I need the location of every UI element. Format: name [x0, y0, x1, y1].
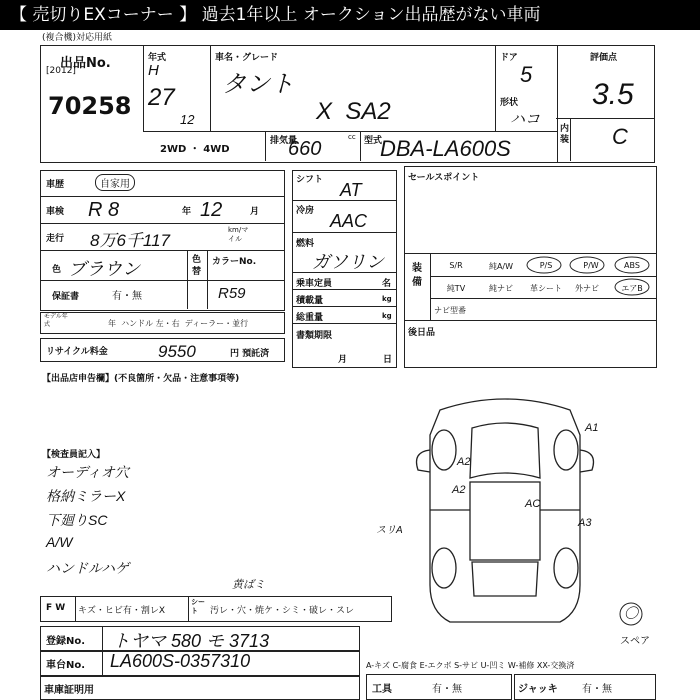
tools-label: 工具 [372, 684, 392, 695]
equip-navi: 純ナビ [489, 284, 513, 293]
shift-label: シフト [296, 175, 324, 185]
model-code-value: DBA-LA600S [380, 136, 511, 161]
circle-abs [615, 257, 649, 273]
model-row-label: モデル年式 [44, 313, 68, 328]
jack-options: 有・無 [582, 684, 612, 695]
fuel-value: ガソリン [312, 252, 384, 272]
model-row-items: 年 ハンドル 左・右 ディーラー・並行 [108, 319, 249, 328]
color-label: 色 [52, 265, 62, 275]
later-label: 後日品 [408, 328, 436, 338]
equip-leather: 革シート [530, 284, 562, 293]
equipment-label: 装備 [412, 263, 422, 288]
circle-pw [570, 257, 604, 273]
seat-items: 汚レ・穴・焼ケ・シミ・破レ・スレ [210, 606, 355, 616]
displacement-unit: cc [348, 133, 356, 141]
load-label: 積載量 [296, 296, 324, 306]
damage-mark-5: A3 [578, 517, 592, 529]
spare-label: スペア [620, 636, 650, 647]
load-unit: kg [382, 295, 392, 303]
tools-options: 有・無 [432, 684, 462, 695]
shift-value: AT [340, 180, 362, 200]
color-no-value: R59 [218, 285, 246, 302]
displacement-label: 排気量 [270, 136, 298, 146]
equip-pw: P/W [583, 261, 599, 270]
chassis-label: 車台No. [46, 660, 86, 671]
model-year-label: 年式 [148, 53, 167, 63]
history-value: 自家用 [95, 174, 135, 191]
gross-label: 総重量 [296, 313, 324, 323]
history-label: 車歴 [46, 180, 65, 190]
score-label: 評価点 [590, 53, 618, 63]
equip-sr: S/R [449, 261, 463, 270]
seat-label: シート [191, 598, 205, 615]
damage-mark-4: AC [525, 498, 541, 510]
equip-awheel: 純A/W [488, 262, 514, 271]
car-grade-value: X SA2 [316, 98, 391, 125]
mileage-label: 走行 [46, 234, 65, 244]
color-value: ブラウン [68, 259, 140, 279]
circle-airbag [615, 279, 649, 295]
mileage-value: 8万6千117 [90, 231, 171, 250]
inspector-note-4: A/W [46, 534, 73, 550]
interior-label: 内装 [560, 124, 570, 145]
mileage-unit: km/マイル [228, 226, 249, 243]
side-note: スリA [376, 525, 403, 536]
car-windshield [470, 423, 540, 478]
equip-ext-navi: 外ナビ [575, 284, 599, 293]
color-no-label: カラーNo. [212, 257, 257, 267]
chassis-value: LA600S-0357310 [110, 651, 251, 671]
score-value: 3.5 [592, 78, 634, 111]
circle-ps [527, 257, 561, 273]
seat-note: 黄ばミ [232, 579, 265, 591]
capacity-unit: 名 [382, 279, 392, 289]
car-name-value: タント [222, 71, 294, 98]
recycle-unit: 円 預託済 [230, 349, 270, 359]
wheel-rear-right [554, 548, 578, 588]
registration-label: 登録No. [46, 636, 86, 647]
inspector-note-1: オーディオ穴 [46, 464, 129, 480]
wheel-front-right [554, 430, 578, 470]
registration-value: トヤマ 580 モ 3713 [112, 631, 270, 651]
gross-unit: kg [382, 312, 392, 320]
inspection-year-label: 年 [182, 207, 192, 217]
expiry-unit: 月 [338, 355, 348, 365]
inspector-note-2: 格納ミラーX [46, 488, 126, 504]
equip-tv: 純TV [446, 284, 466, 293]
drive-label: 2WD ・ 4WD [160, 144, 230, 155]
car-name-label: 車名・グレード [215, 53, 279, 63]
car-roof [470, 482, 540, 560]
fuel-label: 燃料 [296, 239, 315, 249]
inspection-label: 車検 [46, 207, 65, 217]
fw-items: キズ・ヒビ有・割レX [78, 606, 165, 616]
expiry-unit2: 日 [383, 355, 393, 365]
spare-mark: 〇 [624, 605, 638, 621]
wheel-rear-left [432, 548, 456, 588]
equipment-circles [404, 253, 656, 320]
model-code-label: 型式 [364, 136, 383, 146]
inspection-month: 12 [200, 199, 223, 221]
aircon-value: AAC [330, 211, 368, 231]
car-mirror-left [417, 450, 431, 472]
form-subtitle: (複合機)対応用紙 [42, 33, 113, 43]
usage-label: 車庫証明用 [44, 685, 94, 696]
inspector-notes-label: 【検査員記入】 [42, 450, 106, 460]
doors-label: ドア [500, 53, 518, 63]
damage-legend: A-キズ C-腐食 E-エクボ S-サビ U-凹ミ W-補修 XX-交換済 [366, 661, 575, 670]
car-mirror-right [580, 450, 594, 472]
doors-value: 5 [520, 62, 533, 87]
damage-mark-3: A2 [452, 484, 466, 496]
warranty-options: 有・無 [112, 291, 142, 302]
model-year-year: 27 [148, 84, 175, 111]
inspection-month-label: 月 [250, 207, 260, 217]
recycle-value: 9550 [158, 342, 196, 361]
shape-value: ハコ [510, 111, 541, 128]
damage-mark-2: A2 [457, 456, 471, 468]
inspector-note-3: 下廻りSC [46, 512, 108, 528]
model-year-month: 12 [180, 112, 195, 127]
equip-ps: P/S [539, 261, 553, 270]
aircon-label: 冷房 [296, 206, 315, 216]
equip-abs: ABS [624, 261, 640, 270]
shape-label: 形状 [500, 98, 519, 108]
color-change-label: 色替 [192, 255, 202, 277]
damage-mark-1: A1 [585, 422, 599, 434]
displacement-value: 660 [288, 138, 322, 160]
lot-number: 70258 [48, 92, 132, 120]
inspection-value: R 8 [88, 199, 120, 221]
equip-airbag: エアB [621, 284, 643, 293]
sales-point-label: セールスポイント [408, 173, 480, 183]
car-diagram [410, 390, 600, 630]
interior-value: C [612, 124, 628, 149]
warranty-label: 保証書 [52, 292, 80, 302]
model-year-era: H [148, 62, 159, 79]
lot-stamp: [2012] [46, 66, 76, 76]
inspector-note-5: ハンドルハゲ [46, 560, 130, 576]
car-rear-window [472, 562, 538, 596]
wheel-front-left [432, 430, 456, 470]
expiry-label: 書類期限 [296, 331, 333, 341]
jack-label: ジャッキ [518, 684, 558, 695]
lot-label: 出品No. [60, 56, 111, 71]
fw-label: F W [46, 603, 66, 613]
capacity-label: 乗車定員 [296, 279, 333, 289]
navi-model-label: ナビ型番 [434, 306, 466, 315]
seller-notes-label: 【出品店申告欄】(不良箇所・欠品・注意事項等) [42, 374, 240, 384]
recycle-label: リサイクル料金 [46, 347, 108, 357]
header-banner: 【 売切りEXコーナー 】 過去1年以上 オークション出品歴がない車両 [0, 0, 700, 30]
